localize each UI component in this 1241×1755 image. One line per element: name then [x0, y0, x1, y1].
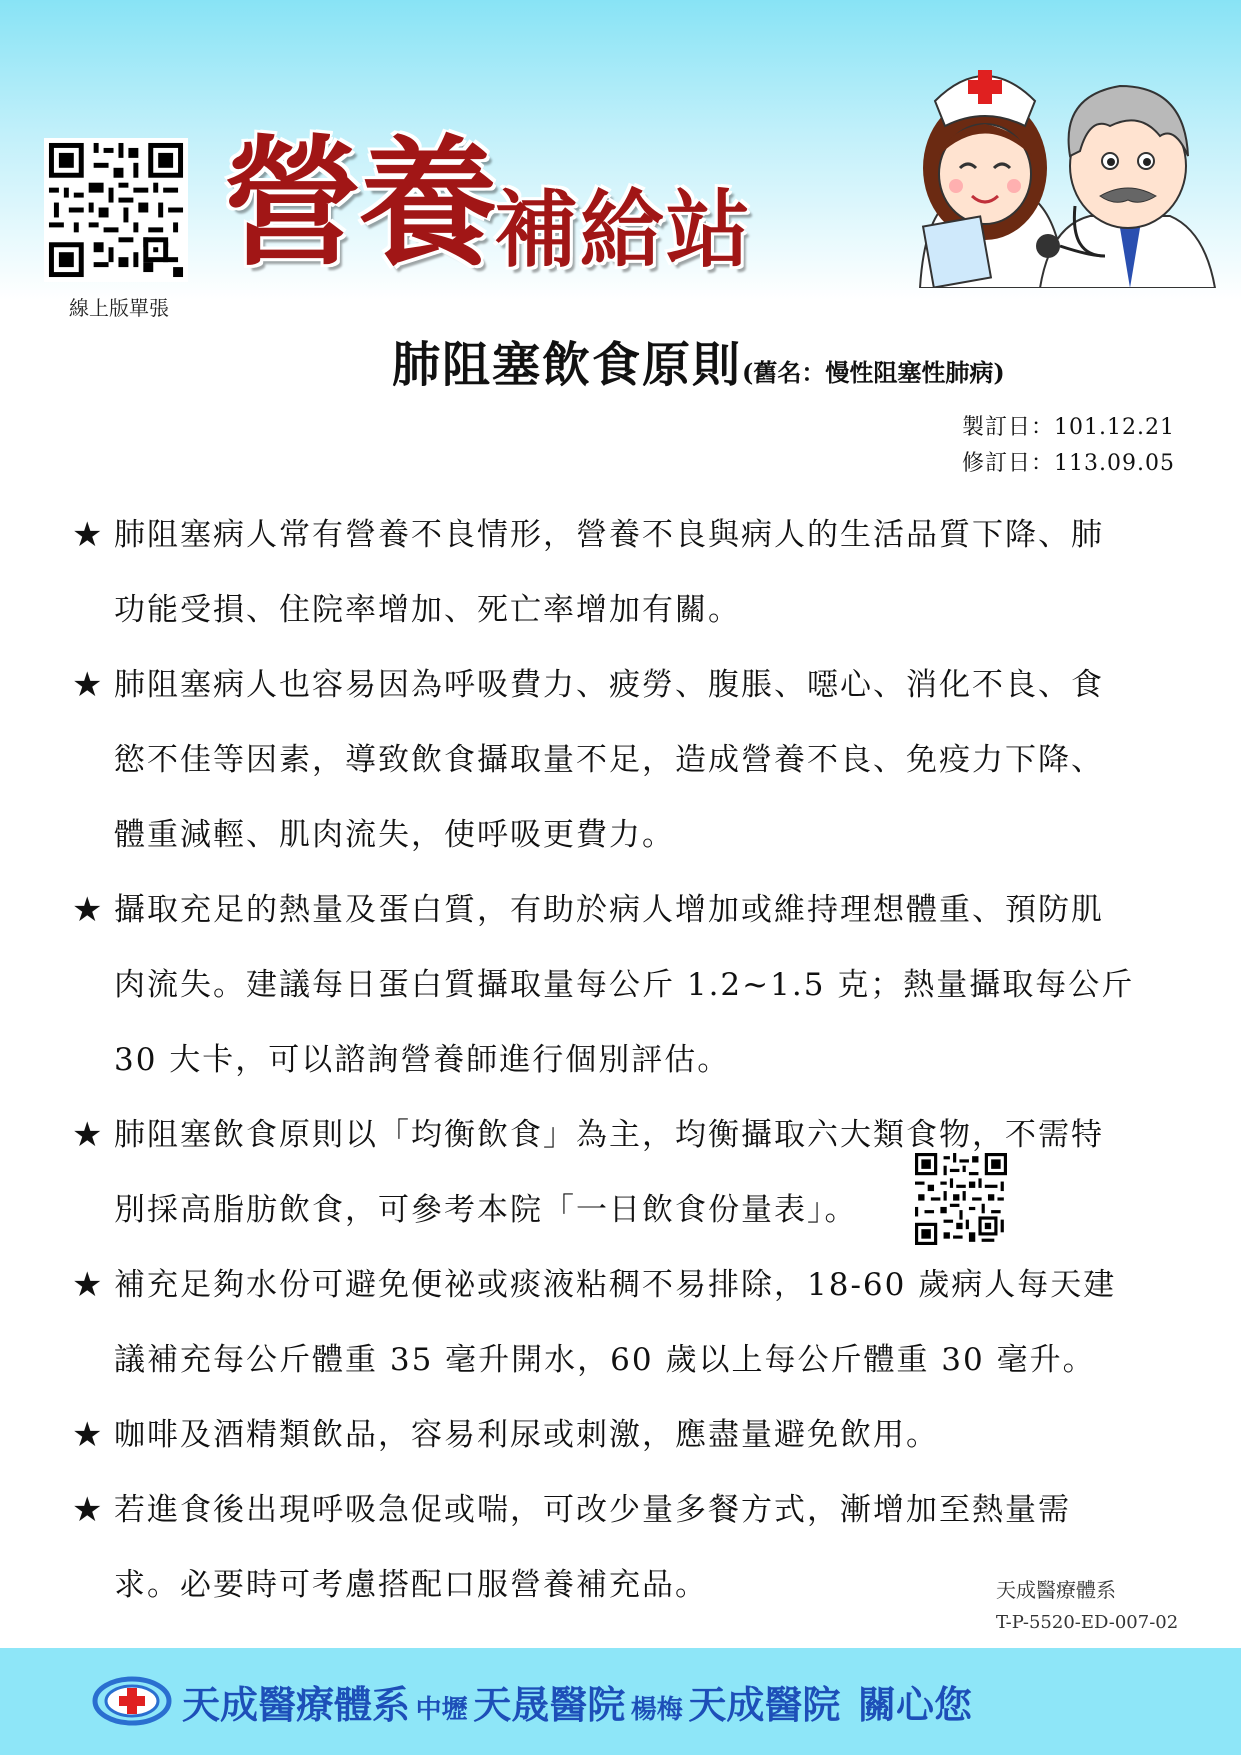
guideline-line: 肺阻塞病人常有營養不良情形，營養不良與病人的生活品質下降、肺	[114, 517, 1104, 553]
guideline-list	[72, 498, 1182, 1623]
star-bullet-icon: ★	[72, 890, 105, 930]
guideline-item	[72, 873, 1182, 1098]
guideline-line: 別採高脂肪飲食，可參考本院「一日飲食份量表」。	[114, 1192, 858, 1228]
guideline-line: 咖啡及酒精類飲品，容易利尿或刺激，應盡量避免飲用。	[114, 1417, 939, 1453]
footer-hospital-2: 天成醫院	[688, 1683, 841, 1727]
guideline-line: 求。必要時可考慮搭配口服營養補充品。	[114, 1567, 708, 1603]
created-date: 製訂日：101.12.21	[962, 415, 1175, 440]
footer-location-1: 中壢	[415, 1695, 468, 1725]
document-code: T-P-5520-ED-007-02	[996, 1612, 1179, 1633]
guideline-line: 體重減輕、肌肉流失，使呼吸更費力。	[114, 817, 675, 853]
guideline-item	[72, 1398, 1182, 1473]
footer-care-message: 關心您	[857, 1683, 972, 1727]
guideline-line: 補充足夠水份可避免便祕或痰液粘稠不易排除，18-60 歲病人每天建	[114, 1267, 1117, 1303]
footer-hospital-1: 天晟醫院	[473, 1683, 626, 1727]
guideline-line: 肺阻塞飲食原則以「均衡飲食」為主，均衡攝取六大類食物，不需特	[114, 1117, 1104, 1153]
guideline-line: 若進食後出現呼吸急促或喘，可改少量多餐方式，漸增加至熱量需	[114, 1492, 1071, 1528]
banner-title	[222, 120, 922, 290]
guideline-item	[72, 1248, 1182, 1398]
guideline-line: 肉流失。建議每日蛋白質攝取量每公斤 1.2~1.5 克；熱量攝取每公斤	[114, 967, 1135, 1003]
banner-small-text: 補給站	[494, 181, 753, 279]
star-bullet-icon: ★	[72, 1115, 105, 1155]
star-bullet-icon: ★	[72, 665, 105, 705]
star-bullet-icon: ★	[72, 1415, 105, 1455]
guideline-line: 30 大卡，可以諮詢營養師進行個別評估。	[114, 1042, 731, 1078]
guideline-item	[72, 1098, 1182, 1248]
hospital-logo-icon	[92, 1670, 172, 1732]
guideline-line: 議補充每公斤體重 35 毫升開水，60 歲以上每公斤體重 30 毫升。	[114, 1342, 1096, 1378]
qr-code-daily-portion-table[interactable]	[915, 1153, 1007, 1245]
footer-location-2: 楊梅	[630, 1695, 683, 1725]
banner-big-text: 營養	[222, 123, 495, 286]
qr-code-online-version[interactable]	[44, 138, 188, 282]
guideline-line: 肺阻塞病人也容易因為呼吸費力、疲勞、腹脹、噁心、消化不良、食	[114, 667, 1104, 703]
footer-bar	[0, 1648, 1241, 1755]
guideline-line: 攝取充足的熱量及蛋白質，有助於病人增加或維持理想體重、預防肌	[114, 892, 1104, 928]
footer-group-name: 天成醫療體系	[182, 1683, 411, 1727]
guideline-item	[72, 648, 1182, 873]
guideline-line: 慾不佳等因素，導致飲食攝取量不足，造成營養不良、免疫力下降、	[114, 742, 1104, 778]
document-title	[392, 326, 1005, 395]
nurse-doctor-illustration	[900, 56, 1220, 288]
star-bullet-icon: ★	[72, 1490, 105, 1530]
star-bullet-icon: ★	[72, 1265, 105, 1305]
guideline-line: 功能受損、住院率增加、死亡率增加有關。	[114, 592, 741, 628]
title-subtitle: (舊名：慢性阻塞性肺病)	[742, 358, 1005, 387]
star-bullet-icon: ★	[72, 515, 105, 555]
title-main: 肺阻塞飲食原則	[392, 337, 743, 393]
organization-name: 天成醫療體系	[996, 1578, 1116, 1602]
guideline-item	[72, 498, 1182, 648]
revised-date: 修訂日：113.09.05	[962, 451, 1175, 476]
footer-slogan	[182, 1674, 972, 1729]
qr-caption: 線上版單張	[69, 296, 169, 320]
